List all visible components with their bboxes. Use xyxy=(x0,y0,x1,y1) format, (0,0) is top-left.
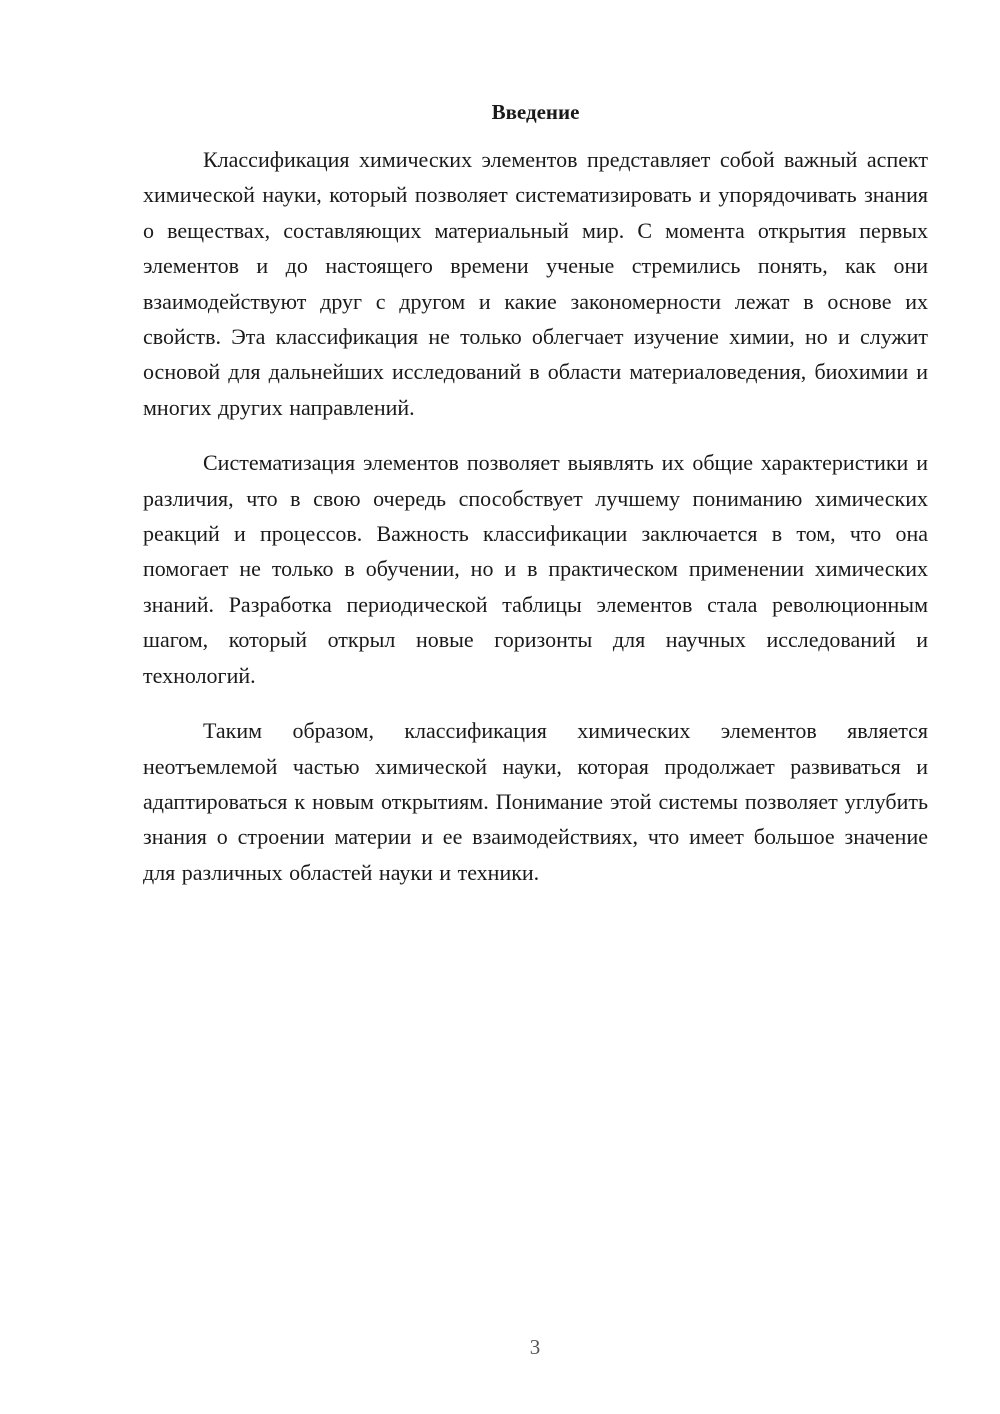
paragraph-3: Таким образом, классификация химических элементов является неотъемлемой частью химической науки, которая продолжает развиваться и адаптироваться к новым открытиям. Понимание этой системы позволяет углубить знания о строении материи и ее взаимодействиях, что имеет большое значение для различных областей науки и техники. xyxy=(143,718,928,885)
section-heading: Введение xyxy=(491,100,580,124)
paragraph-1: Классификация химических элементов представляет собой важный аспект химической науки, который позволяет систематизировать и упорядочивать знания о веществах, составляющих материальный мир. С момента открытия первых элементов и до настоящего времени ученые стремились понять, как они взаимодействуют друг с другом и какие закономерности лежат в основе их свойств. Эта классификация не только облегчает изучение химии, но и служит основой для дальнейших исследований в области материаловедения, биохимии и многих других направлений. xyxy=(143,147,928,420)
paragraph-2: Систематизация элементов позволяет выявлять их общие характеристики и различия, что в свою очередь способствует лучшему пониманию химических реакций и процессов. Важность классификации заключается в том, что она помогает не только в обучении, но и в практическом применении химических знаний. Разработка периодической таблицы элементов стала революционным шагом, который открыл новые горизонты для научных исследований и технологий. xyxy=(143,450,928,688)
body-text xyxy=(143,142,928,910)
page-number: 3 xyxy=(529,1335,541,1359)
